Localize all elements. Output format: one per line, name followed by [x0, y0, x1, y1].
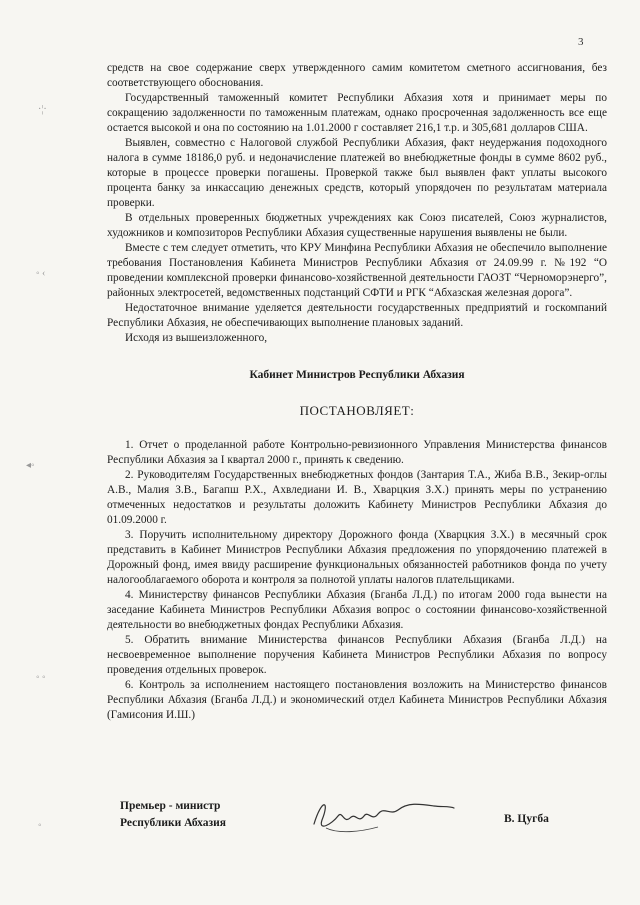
decree-title: ПОСТАНОВЛЯЕТ: — [299, 403, 415, 418]
paragraph: Выявлен, совместно с Налоговой службой Республики Абхазия, факт неудержания подоходного налога в сумме 18186,0 руб. и недоначисление платежей во внебюджетные фонды в сумме 8602 руб., которые в процессе проверки погашены. Проверкой также был выявлен факт уплаты высокого процента банку за инкассацию денежных средств, который упорядочен по результатам материала проверки. — [107, 137, 607, 209]
paragraph: Вместе с тем следует отметить, что КРУ Минфина Республики Абхазия не обеспечило выполнение требования Постановления Кабинета Министров Республики Абхазия от 24.09.99 г. №192 “О проведении комплексной проверки финансово-хозяйственной деятельности ГАОЗТ “Черноморэнерго”, районных электросетей, ведомственных подстанций СФТИ и РГК “Абхазская железная дорога”. — [107, 242, 607, 299]
margin-mark: ◦ — [38, 820, 42, 831]
document-body — [107, 61, 607, 723]
decree-item: 5. Обратить внимание Министерства финансов Республики Абхазия (Бганба Л.Д.) на несвоевременное выполнение поручения Кабинета Министров Республики Абхазия по вопросу проведения отдельных проверок. — [107, 634, 607, 676]
margin-mark: ◂◦ — [26, 460, 35, 471]
decree-item: 4. Министерству финансов Республики Абхазия (Бганба Л.Д.) по итогам 2000 года вынести на заседание Кабинета Министров Республики Абхазия вопрос о состоянии финансово-хозяйственной деятельности во внебюджетных фондах Республики Абхазия. — [107, 589, 607, 631]
decree-item: 1. Отчет о проделанной работе Контрольно-ревизионного Управления Министерства финансов Республики Абхазия за I квартал 2000 г., принять к сведению. — [107, 439, 607, 466]
margin-mark: ◦ ‹ — [36, 268, 46, 279]
paragraph: Исходя из вышеизложенного, — [125, 332, 268, 344]
paragraph: средств на свое содержание сверх утвержденного самим комитетом сметного ассигнования, без соответствующего обоснования. — [107, 62, 607, 89]
paragraph: В отдельных проверенных бюджетных учреждениях как Союз писателей, Союз журналистов, художников и композиторов Республики Абхазия существенные нарушения выявлены не были. — [107, 212, 607, 239]
paragraph: Государственный таможенный комитет Республики Абхазия хотя и принимает меры по сокращению задолженности по таможенным платежам, однако просроченная задолженность все еще остается высокой и она по состоянию на 1.01.2000 г составляет 216,1 т.р. и 305,681 долларов США. — [107, 92, 607, 134]
handwritten-signature-icon — [308, 794, 458, 838]
signatory-name: В. Цугба — [504, 813, 549, 825]
decree-item: 2. Руководителям Государственных внебюджетных фондов (Зантария Т.А., Жиба В.В., Зекир-оглы А.В., Малия З.В., Багапш Р.Х., Ахвледиани И. В., Хварцкия З.Х.) принять меры по устранению отмеченных недостатков и результаты доложить Кабинету Министров Республики Абхазия до 01.09.2000 г. — [107, 469, 607, 526]
page-number: 3 — [578, 36, 584, 48]
margin-mark: ·¦· — [38, 104, 47, 115]
signatory-title-line: Республики Абхазия — [120, 817, 226, 829]
signatory-title-line: Премьер - министр — [120, 800, 221, 812]
decree-item: 3. Поручить исполнительному директору Дорожного фонда (Хварцкия З.Х.) в месячный срок представить в Кабинет Министров Республики Абхазия предложения по упорядочению платежей в Дорожный фонд, имея ввиду расширение функциональных обязанностей работников фонда по учету налогооблагаемого оборота и контроля за полнотой уплаты налогов плательщиками. — [107, 529, 607, 586]
document-heading: Кабинет Министров Республики Абхазия — [249, 369, 465, 381]
signatory-title — [120, 798, 226, 832]
paragraph: Недостаточное внимание уделяется деятельности государственных предприятий и госкомпаний Республики Абхазия, не обеспечивающих выполнение плановых заданий. — [107, 302, 607, 329]
decree-item: 6. Контроль за исполнением настоящего постановления возложить на Министерство финансов Республики Абхазия (Бганба Л.Д.) и экономический отдел Кабинета Министров Республики Абхазия (Гамисония И.Ш.) — [107, 679, 607, 721]
margin-mark: ◦ ◦ — [36, 672, 46, 683]
